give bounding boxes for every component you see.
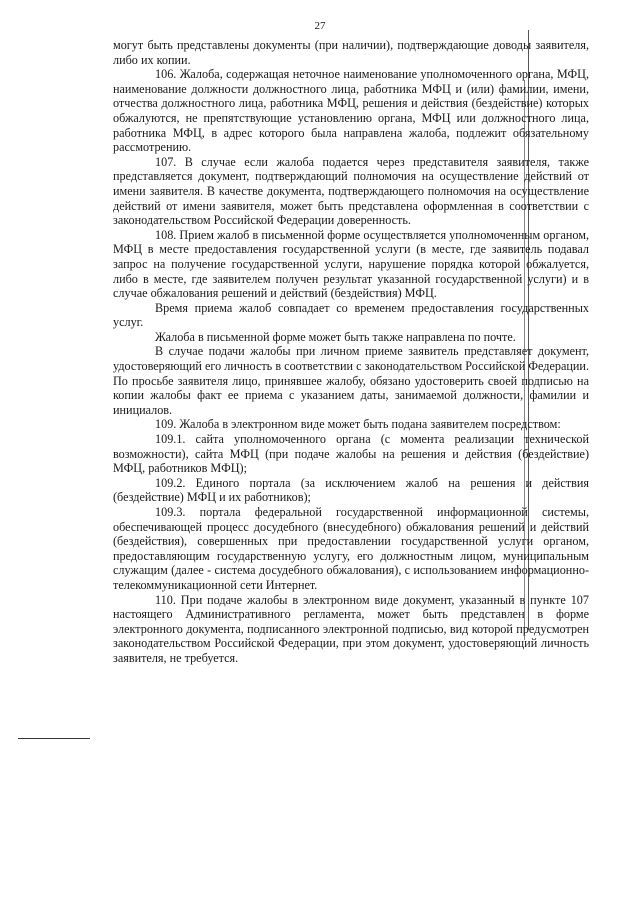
- paragraph: 106. Жалоба, содержащая неточное наименование уполномоченного органа, МФЦ, наименование должности должностного лица, работника МФЦ и (или) фамилии, имени, отчества должностного лица, работника МФЦ, решения и действия (бездействие) которых обжалуются, не препятствующие установлению органа, МФЦ или должностного лица, работника МФЦ, в адрес которого была направлена жалоба, подлежит обязательному рассмотрению.: [113, 67, 589, 155]
- paragraph: 109.1. сайта уполномоченного органа (с момента реализации технической возможности), сайта МФЦ (при подаче жалобы на решения и действия (бездействие) МФЦ, работников МФЦ);: [113, 432, 589, 476]
- paragraph: Жалоба в письменной форме может быть также направлена по почте.: [155, 329, 516, 344]
- paragraph: 109.3. портала федеральной государственной информационной системы, обеспечивающей процесс досудебного (внесудебного) обжалования решений и действий (бездействия), совершенных при предоставлении государственной услуги органом, предоставляющим государственную услугу, его должностным лицом, муниципальным служащим (далее - система досудебного обжалования), с использованием информационно-телекоммуникационной сети Интернет.: [113, 505, 589, 592]
- paragraph: Время приема жалоб совпадает со временем предоставления государственных услуг.: [113, 300, 589, 330]
- paragraph: В случае подачи жалобы при личном приеме заявитель представляет документ, удостоверяющий его личность в соответствии с законодательством Российской Федерации. По просьбе заявителя лицо, принявшее жалобу, обязано удостоверить своей подписью на копии жалобы факт ее приема с указанием даты, занимаемой должности, фамилии и инициалов.: [113, 344, 589, 417]
- paragraph: 110. При подаче жалобы в электронном виде документ, указанный в пункте 107 настоящего Административного регламента, может быть представлен в форме электронного документа, подписанного электронной подписью, вид которой предусмотрен законодательством Российской Федерации, при этом документ, удостоверяющий личность заявителя, не требуется.: [113, 592, 589, 665]
- paragraph: 109.2. Единого портала (за исключением жалоб на решения и действия (бездействие) МФЦ и их работников);: [113, 475, 589, 505]
- paragraph: 107. В случае если жалоба подается через представителя заявителя, также представляется документ, подтверждающий полномочия на осуществление действий от имени заявителя. В качестве документа, подтверждающего полномочия на осуществление действий от имени заявителя, может быть представлена оформленная в соответствии с законодательством Российской Федерации доверенность.: [113, 154, 589, 228]
- paragraph: могут быть представлены документы (при наличии), подтверждающие доводы заявителя, либо их копии.: [113, 38, 589, 67]
- paragraph: 108. Прием жалоб в письменной форме осуществляется уполномоченным органом, МФЦ в месте предоставления государственной услуги (в месте, где заявитель подавал запрос на получение государственной услуги, нарушение порядка которой обжалуется, либо в месте, где заявителем получен результат указанной государственной услуги) и в случае обжалования решений и действий (бездействия) МФЦ.: [113, 227, 589, 301]
- footnote-rule: [18, 738, 90, 739]
- page-number: 27: [314, 20, 326, 32]
- document-body: [113, 38, 589, 666]
- paragraph: 109. Жалоба в электронном виде может быть подана заявителем посредством:: [155, 417, 561, 432]
